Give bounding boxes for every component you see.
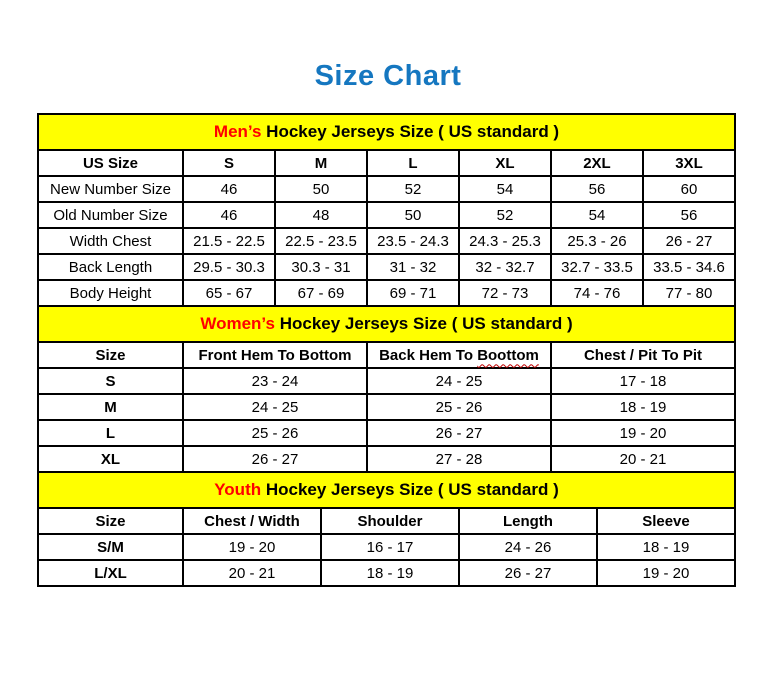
- row-label: M: [38, 394, 183, 420]
- column-header: Shoulder: [321, 508, 459, 534]
- size-cell: 50: [275, 176, 367, 202]
- size-table-youth: [37, 507, 736, 587]
- table-row: [38, 254, 735, 280]
- size-cell: 72 - 73: [459, 280, 551, 306]
- size-cell: 18 - 19: [597, 534, 735, 560]
- header-row: [38, 150, 735, 176]
- size-cell: 19 - 20: [597, 560, 735, 586]
- row-label: Width Chest: [38, 228, 183, 254]
- size-cell: 25.3 - 26: [551, 228, 643, 254]
- table-row: [38, 534, 735, 560]
- size-cell: 27 - 28: [367, 446, 551, 472]
- column-header: Front Hem To Bottom: [183, 342, 367, 368]
- column-header: M: [275, 150, 367, 176]
- size-cell: 67 - 69: [275, 280, 367, 306]
- size-cell: 24 - 26: [459, 534, 597, 560]
- size-cell: 21.5 - 22.5: [183, 228, 275, 254]
- size-cell: 26 - 27: [643, 228, 735, 254]
- size-cell: 54: [459, 176, 551, 202]
- section-mens: [37, 113, 736, 307]
- row-label: New Number Size: [38, 176, 183, 202]
- banner-text-womens: Hockey Jerseys Size ( US standard ): [274, 314, 573, 333]
- size-cell: 19 - 20: [551, 420, 735, 446]
- column-header: Length: [459, 508, 597, 534]
- size-cell: 69 - 71: [367, 280, 459, 306]
- table-row: [38, 280, 735, 306]
- size-cell: 56: [643, 202, 735, 228]
- banner-text-mens: Hockey Jerseys Size ( US standard ): [261, 122, 560, 141]
- section-banner-mens: [37, 113, 736, 151]
- section-youth: [37, 471, 736, 587]
- size-cell: 23 - 24: [183, 368, 367, 394]
- size-cell: 48: [275, 202, 367, 228]
- header-row: [38, 342, 735, 368]
- table-row: [38, 420, 735, 446]
- table-row: [38, 560, 735, 586]
- table-row: [38, 202, 735, 228]
- size-cell: 24 - 25: [183, 394, 367, 420]
- size-cell: 74 - 76: [551, 280, 643, 306]
- column-header: S: [183, 150, 275, 176]
- misspelled-word: Boottom: [477, 346, 539, 364]
- size-cell: 18 - 19: [551, 394, 735, 420]
- size-cell: 24.3 - 25.3: [459, 228, 551, 254]
- size-cell: 31 - 32: [367, 254, 459, 280]
- table-row: [38, 368, 735, 394]
- size-cell: 32 - 32.7: [459, 254, 551, 280]
- column-header: Back Hem To Boottom: [367, 342, 551, 368]
- column-header: US Size: [38, 150, 183, 176]
- section-banner-womens: [37, 305, 736, 343]
- header-row: [38, 508, 735, 534]
- column-header: Size: [38, 342, 183, 368]
- size-cell: 26 - 27: [367, 420, 551, 446]
- size-cell: 32.7 - 33.5: [551, 254, 643, 280]
- size-cell: 52: [367, 176, 459, 202]
- column-header: Sleeve: [597, 508, 735, 534]
- column-header: L: [367, 150, 459, 176]
- size-cell: 26 - 27: [183, 446, 367, 472]
- size-cell: 26 - 27: [459, 560, 597, 586]
- size-cell: 52: [459, 202, 551, 228]
- column-header: XL: [459, 150, 551, 176]
- row-label: L/XL: [38, 560, 183, 586]
- table-row: [38, 228, 735, 254]
- size-cell: 17 - 18: [551, 368, 735, 394]
- banner-highlight-mens: Men’s: [213, 122, 262, 141]
- size-cell: 16 - 17: [321, 534, 459, 560]
- size-cell: 54: [551, 202, 643, 228]
- size-table-mens: [37, 149, 736, 307]
- column-header: Size: [38, 508, 183, 534]
- column-header: Chest / Pit To Pit: [551, 342, 735, 368]
- column-header: 2XL: [551, 150, 643, 176]
- size-cell: 20 - 21: [183, 560, 321, 586]
- column-header: 3XL: [643, 150, 735, 176]
- size-cell: 56: [551, 176, 643, 202]
- size-cell: 29.5 - 30.3: [183, 254, 275, 280]
- page-title: Size Chart: [314, 60, 462, 92]
- table-row: [38, 176, 735, 202]
- size-cell: 23.5 - 24.3: [367, 228, 459, 254]
- size-cell: 65 - 67: [183, 280, 275, 306]
- size-cell: 22.5 - 23.5: [275, 228, 367, 254]
- row-label: L: [38, 420, 183, 446]
- size-tables-container: [37, 113, 736, 587]
- size-cell: 18 - 19: [321, 560, 459, 586]
- size-cell: 46: [183, 176, 275, 202]
- row-label: Back Length: [38, 254, 183, 280]
- size-cell: 24 - 25: [367, 368, 551, 394]
- row-label: XL: [38, 446, 183, 472]
- size-cell: 19 - 20: [183, 534, 321, 560]
- section-banner-youth: [37, 471, 736, 509]
- size-cell: 46: [183, 202, 275, 228]
- size-cell: 30.3 - 31: [275, 254, 367, 280]
- section-womens: [37, 305, 736, 473]
- banner-highlight-youth: Youth: [214, 480, 262, 499]
- banner-text-youth: Hockey Jerseys Size ( US standard ): [261, 480, 559, 499]
- size-cell: 33.5 - 34.6: [643, 254, 735, 280]
- size-cell: 50: [367, 202, 459, 228]
- column-header: Chest / Width: [183, 508, 321, 534]
- row-label: Body Height: [38, 280, 183, 306]
- size-cell: 25 - 26: [183, 420, 367, 446]
- size-cell: 20 - 21: [551, 446, 735, 472]
- table-row: [38, 394, 735, 420]
- banner-highlight-womens: Women’s: [200, 314, 275, 333]
- table-row: [38, 446, 735, 472]
- row-label: S/M: [38, 534, 183, 560]
- size-table-womens: [37, 341, 736, 473]
- size-cell: 60: [643, 176, 735, 202]
- row-label: Old Number Size: [38, 202, 183, 228]
- size-cell: 77 - 80: [643, 280, 735, 306]
- row-label: S: [38, 368, 183, 394]
- size-cell: 25 - 26: [367, 394, 551, 420]
